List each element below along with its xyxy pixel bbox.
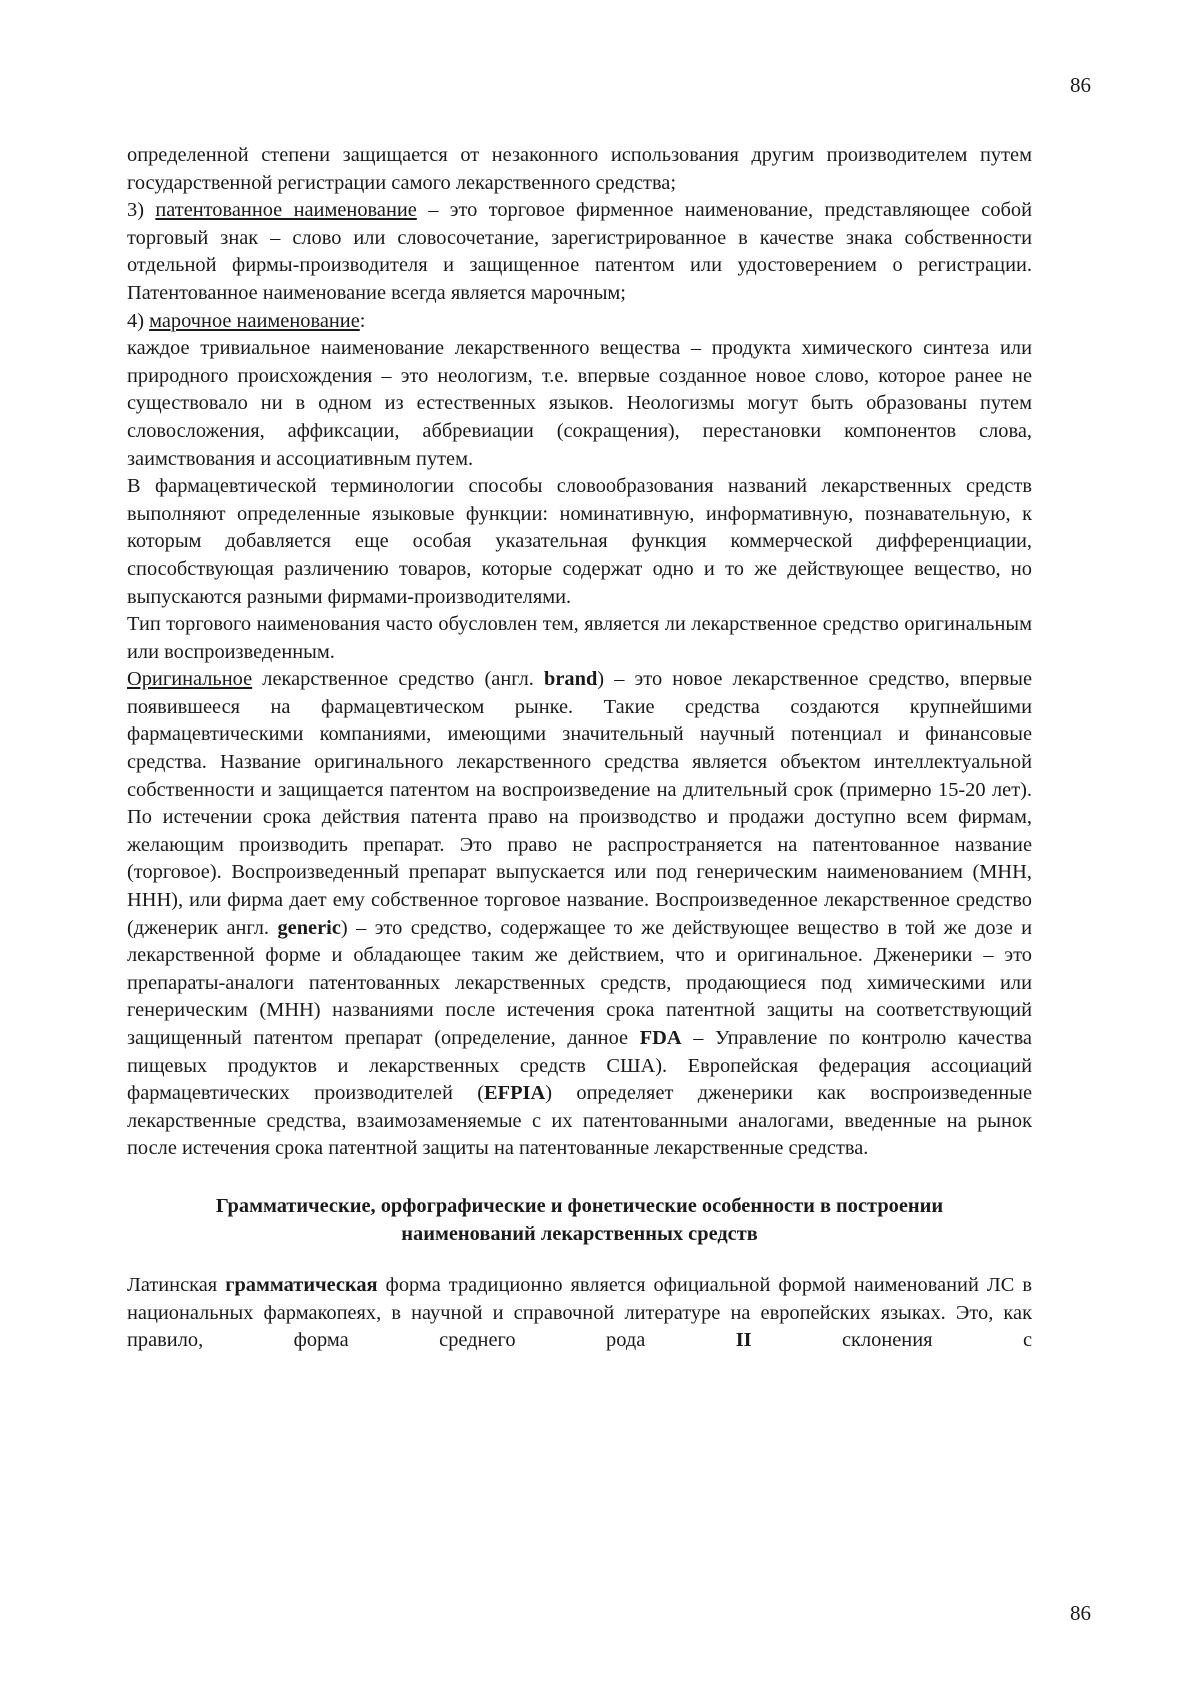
paragraph-text: ) – это средство, содержащее то же действующее вещество в той же дозе и лекарственной форме и обладающее таким же действием, что и оригинальное. Дженерики – это препараты-аналоги патентованных лекарственных средств, продающиеся под химическими или генерическим (МНН) названиями после истечения срока патентной защиты на соответствующий защищенный патентом препарат (определение, данное: [127, 916, 1033, 1049]
list-number: 4): [127, 309, 150, 332]
paragraph-text: – это торговое фирменное наименование, представляющее собой торговый знак – слово или словосочетание, зарегистрированное в качестве знака собственности отдельной фирмы-производителя и защищенное патентом или удостоверением о регистрации. Патентованное наименование всегда является марочным;: [127, 199, 1032, 304]
paragraph-text: – Управление по контролю качества пищевых продуктов и лекарственных средств США). Европейская федерация ассоциаций фармацевтических производителей (: [127, 1027, 1032, 1105]
punctuation: :: [359, 309, 366, 332]
paragraph-text: Латинская: [127, 1274, 226, 1297]
paragraph-functions: В фармацевтической терминологии способы словообразования названий лекарственных средств выполняют определенные языковые функции: номинативную, информативную, познавательную, к которым добавляется еще особая указательная функция коммерческой дифференциации, способствующая различению товаров, которые содержат одно и то же действующее вещество, но выпускаются разными фирмами-производителями.: [127, 475, 1032, 608]
paragraph-text: склонения с: [751, 1329, 1032, 1352]
term-original: Оригинальное: [127, 668, 253, 691]
section-heading: [127, 1193, 1032, 1248]
term-brand-bold: brand: [544, 668, 598, 691]
paragraph-text: форма традиционно является официальной формой наименований ЛС в национальных фармакопеях, в научной и справочной литературе на европейских языках. Это, как правило, форма среднего рода: [127, 1274, 1032, 1352]
paragraph-text: ) – это новое лекарственное средство, впервые появившееся на фармацевтическом рынке. Такие средства создаются крупнейшими фармацевтическими компаниями, имеющими значительный научный потенциал и финансовые средства. Название оригинального лекарственного средства является объектом интеллектуальной собственности и защищается патентом на воспроизведение на длительный срок (примерно 15-20 лет). По истечении срока действия патента право на производство и продажи доступно всем фирмам, желающим производить препарат. Это право не распространяется на патентованное название (торговое). Воспроизведенный препарат выпускается или под генерическим наименованием (МНН, ННН), или фирма дает ему собственное торговое название. Воспроизведенное лекарственное средство (дженерик англ.: [127, 668, 1033, 939]
paragraph-latin-form: [127, 1272, 1032, 1355]
paragraph-brand-name: [127, 308, 1032, 336]
paragraph-patented-name: [127, 197, 1032, 307]
paragraph-original-drug: [127, 666, 1032, 1163]
page-body: [127, 142, 1032, 1355]
section-heading-line-1: Грамматические, орфографические и фонетические особенности в построении: [215, 1194, 944, 1217]
term-generic-bold: generic: [277, 916, 341, 939]
paragraph-text: лекарственное средство (англ.: [252, 668, 545, 691]
term-brand-name: марочное наименование: [149, 309, 360, 332]
term-efpia-bold: EFPIA: [484, 1082, 546, 1105]
section-heading-line-2: наименований лекарственных средств: [401, 1222, 758, 1245]
list-number: 3): [127, 199, 156, 222]
paragraph-continuation: определенной степени защищается от незаконного использования другим производителем путем государственной регистрации самого лекарственного средства;: [127, 144, 1032, 194]
paragraph-trade-name-type: Тип торгового наименования часто обусловлен тем, является ли лекарственное средство оригинальным или воспроизведенным.: [127, 613, 1032, 663]
paragraph-text: ) определяет дженерики как воспроизведенные лекарственные средства, взаимозаменяемые с их патентованными аналогами, введенные на рынок после истечения срока патентной защиты на патентованные лекарственные средства.: [127, 1082, 1032, 1160]
term-grammatical-bold: грамматическая: [225, 1274, 378, 1297]
term-patented-name: патентованное наименование: [155, 199, 417, 222]
term-fda-bold: FDA: [639, 1027, 682, 1049]
page-number-top: 86: [1070, 73, 1091, 97]
paragraph-neologism: каждое тривиальное наименование лекарственного вещества – продукта химического синтеза или природного происхождения – это неологизм, т.е. впервые созданное новое слово, которое ранее не существовало ни в одном из естественных языков. Неологизмы могут быть образованы путем словосложения, аффиксации, аббревиации (сокращения), перестановки компонентов слова, заимствования и ассоциативным путем.: [127, 337, 1032, 470]
term-declension-bold: II: [735, 1329, 752, 1352]
page-number-bottom: 86: [1070, 1601, 1091, 1625]
